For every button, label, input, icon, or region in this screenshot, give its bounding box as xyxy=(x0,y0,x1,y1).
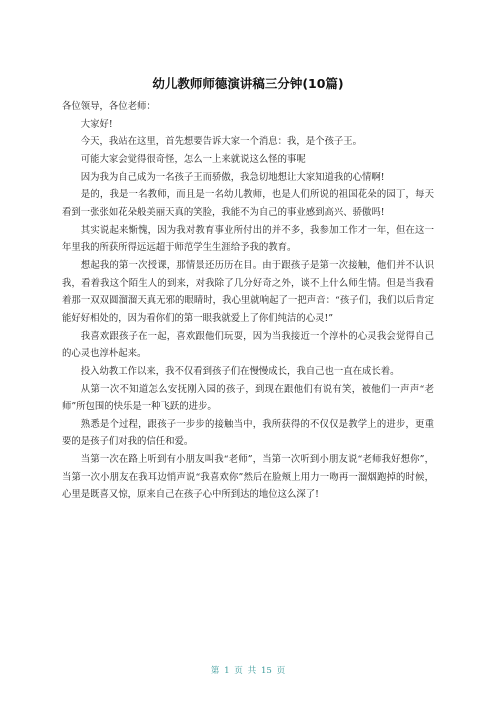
document-title: 幼儿教师师德演讲稿三分钟(10篇) xyxy=(152,76,344,91)
paragraph: 从第一次不知道怎么安抚刚入园的孩子，到现在跟他们有说有笑，被他们一声声“老师”所包围的快乐是一种飞跃的进步。 xyxy=(62,383,434,413)
paragraph-salutation: 各位领导，各位老师： xyxy=(62,101,156,112)
paragraph: 因为我为自己成为一名孩子王而骄傲，我急切地想让大家知道我的心情啊! xyxy=(80,171,385,183)
paragraph: 我喜欢跟孩子在一起，喜欢跟他们玩耍，因为当我接近一个淳朴的心灵我会觉得自己的心灵也淳朴起来。 xyxy=(62,330,434,360)
paragraph: 想起我的第一次授课，那情景还历历在目。由于跟孩子是第一次接触，他们并不认识我，看着我这个陌生人的到来，对我除了几分好奇之外，谈不上什么师生情。但是当我看着那一双双圆溜溜天真无邪的眼睛时，我心里就响起了一把声音：“孩子们，我们以后肯定能好好相处的，因为看你们的第一眼我就爱上了你们纯洁的心灵!” xyxy=(62,259,434,324)
paragraph: 投入幼教工作以来，我不仅看到孩子们在慢慢成长，我自己也一直在成长着。 xyxy=(80,365,400,377)
paragraph: 今天，我站在这里，首先想要告诉大家一个消息：我，是个孩子王。 xyxy=(80,136,363,148)
paragraph: 其实说起来惭愧，因为我对教育事业所付出的并不多，我参加工作才一年，但在这一年里我的所获所得远远超于师范学生生涯给予我的教育。 xyxy=(62,224,434,254)
paragraph: 是的，我是一名教师，而且是一名幼儿教师，也是人们所说的祖国花朵的园丁，每天看到一张张如花朵般美丽天真的笑脸，我能不为自己的事业感到高兴、骄傲吗! xyxy=(62,189,434,218)
paragraph-greeting: 大家好! xyxy=(80,118,113,130)
paragraph: 可能大家会觉得很奇怪，怎么一上来就说这么怪的事呢 xyxy=(80,153,306,165)
paragraph: 当第一次在路上听到有小朋友叫我“老师”，当第一次听到小朋友说“老师我好想你”，当第一次小朋友在我耳边悄声说“我喜欢你”然后在脸颊上用力一吻再一溜烟跑掉的时候，心里是既喜又惊，原来自己在孩子心中所到达的地位这么深了! xyxy=(62,454,434,501)
document-body xyxy=(62,98,434,504)
paragraph: 熟悉是个过程，跟孩子一步步的接触当中，我所获得的不仅仅是教学上的进步，更重要的是孩子们对我的信任和爱。 xyxy=(62,418,434,448)
page-number-footer: 第 1 页 共 15 页 xyxy=(210,666,286,676)
